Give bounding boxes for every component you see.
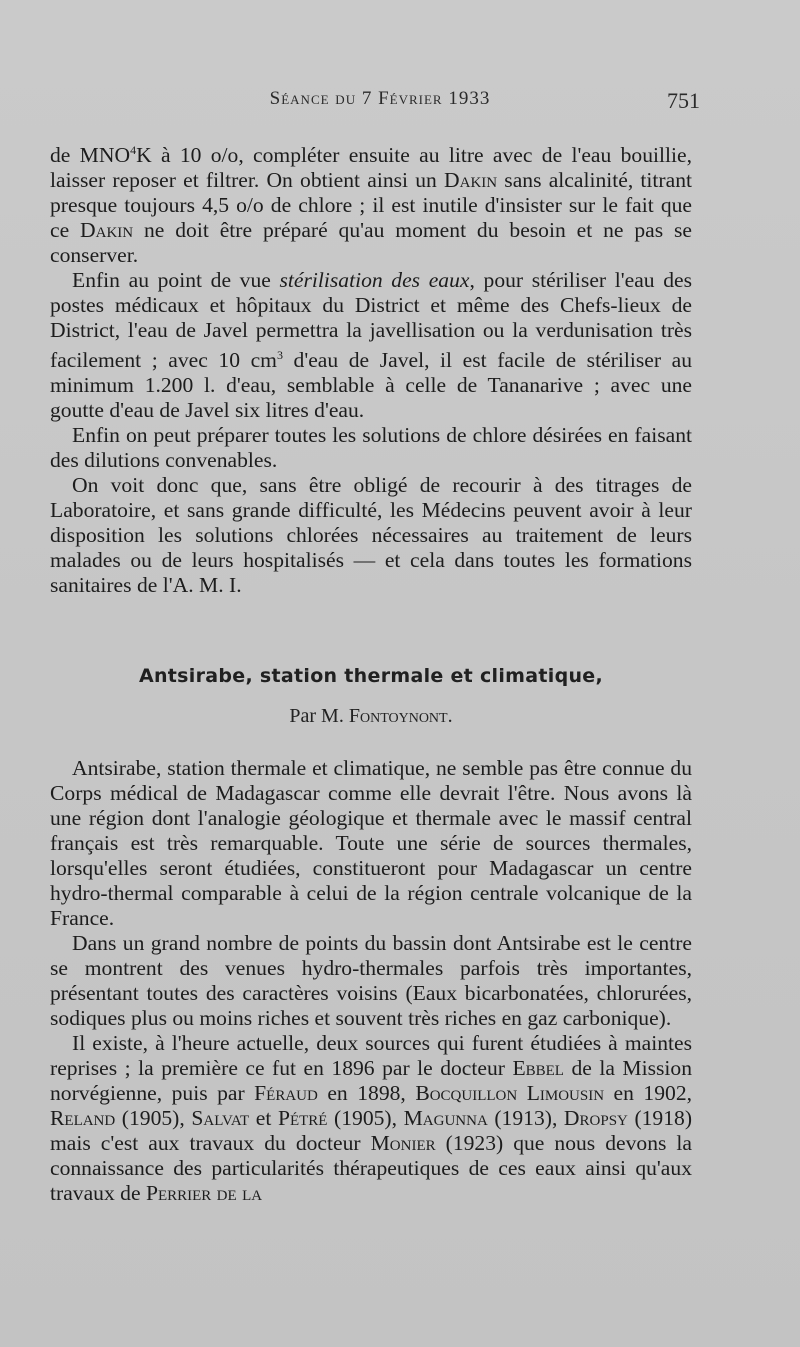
name-ebbel: Ebbel <box>512 1056 564 1080</box>
name-dakin: Dakin <box>444 168 498 193</box>
author-name: Fontoynont. <box>348 705 453 727</box>
name-salvat: Salvat <box>191 1106 250 1130</box>
paragraph-intro: Antsirabe, station thermale et climatique, ne semble pas être connue du Corps médical de Madagascar comme elle devrait l'être. Nous avons là une région dont l'analogie géologique et thermale avec le massif central français est très remarquable. Toute une série de sources thermales, lorsqu'elles seront étudiées, constitueront pour Madagascar un centre hydro-thermal comparable à celui de la région centrale volcanique de la France. <box>50 756 692 930</box>
paragraph-dakin <box>50 138 692 268</box>
text-run: en 1898, <box>317 1081 416 1105</box>
text-run: (1918) mais c'est aux travaux du docteur <box>50 1106 693 1155</box>
paragraph-conclusion: On voit donc que, sans être obligé de recourir à des titrages de Laboratoire, et sans grande difficulté, les Médecins peuvent avoir à leur disposition les solutions chlorées nécessaires au traitement de leurs malades ou de leurs hospitalisés — et cela dans toutes les formations sanitaires de l'A. M. I. <box>50 473 692 598</box>
text-run: et <box>249 1106 278 1130</box>
name-dakin: Dakin <box>80 218 134 243</box>
name-reland: Reland <box>50 1106 116 1130</box>
text-run: Il existe, à l'heure actuelle, deux sources qui furent étudiées à maintes reprises ; la première ce fut en 1896 par le docteur <box>50 1031 692 1080</box>
running-head <box>60 88 700 118</box>
text-run: sans alcalinité, titrant presque toujours 4,5 o/o de chlore ; il est inutile d'insister sur le fait que ce <box>50 168 693 243</box>
paragraph-dilutions: Enfin on peut préparer toutes les solutions de chlore désirées en faisant des dilutions convenables. <box>50 423 692 473</box>
text-run: (1913), <box>487 1106 564 1130</box>
article-title: Antsirabe, station thermale et climatique, <box>138 665 604 687</box>
running-title: Séance du 7 Février 1933 <box>269 88 491 109</box>
name-monier: Monier <box>370 1131 436 1155</box>
name-petre: Pétré <box>277 1106 328 1130</box>
text-run: (1923) que nous devons la connaissance des particularités thérapeutiques de ces eaux ainsi qu'aux travaux de <box>50 1131 692 1205</box>
text-run: (1905), <box>327 1106 404 1130</box>
text-run: d'eau de Javel, il est facile de stériliser au minimum 1.200 l. d'eau, semblable à celle de Tananarive ; avec une goutte d'eau de Javel six litres d'eau. <box>50 348 692 423</box>
name-perrier: Perrier de la <box>145 1181 263 1205</box>
italic-term: stérilisation des eaux <box>279 268 470 293</box>
paragraph-sources <box>50 1031 692 1206</box>
text-run: de MNO <box>50 143 131 168</box>
paragraph-hydrothermal: Dans un grand nombre de points du bassin dont Antsirabe est le centre se montrent des venues hydro-thermales parfois très importantes, présentant toutes des caractères voisins (Eaux bicarbonatées, chlorurées, sodiques plus ou moins riches et souvent très riches en gaz carbonique). <box>50 931 692 1030</box>
text-run: , pour stériliser l'eau des postes médicaux et hôpitaux du District et même des Chefs-lieux de District, l'eau de Javel permettra la javellisation ou la verdunisation très facilement ; avec 10 cm <box>50 268 692 373</box>
section-antsirabe <box>50 756 692 1206</box>
name-magunna: Magunna <box>403 1106 488 1130</box>
text-run: de la Mission norvégienne, puis par <box>50 1056 692 1105</box>
superscript: 4 <box>130 143 137 157</box>
section-chlorine-solutions <box>50 138 692 598</box>
name-dropsy: Dropsy <box>563 1106 628 1130</box>
paragraph-sterilisation <box>50 268 692 423</box>
text-run: ne doit être préparé qu'au moment du besoin et ne pas se conserver. <box>50 218 692 268</box>
page-number: 751 <box>667 88 700 113</box>
text-run: Enfin au point de vue <box>72 268 280 293</box>
name-feraud: Féraud <box>254 1081 318 1105</box>
article-author <box>50 705 692 728</box>
name-bocquillon: Bocquillon Limousin <box>415 1081 605 1105</box>
text-run: (1905), <box>115 1106 192 1130</box>
superscript: 3 <box>276 348 283 363</box>
text-run: en 1902, <box>604 1081 693 1105</box>
author-prefix: Par M. <box>289 705 349 727</box>
text-run: K à 10 o/o, compléter ensuite au litre avec de l'eau bouillie, laisser reposer et filtrer. On obtient ainsi un <box>50 143 692 193</box>
